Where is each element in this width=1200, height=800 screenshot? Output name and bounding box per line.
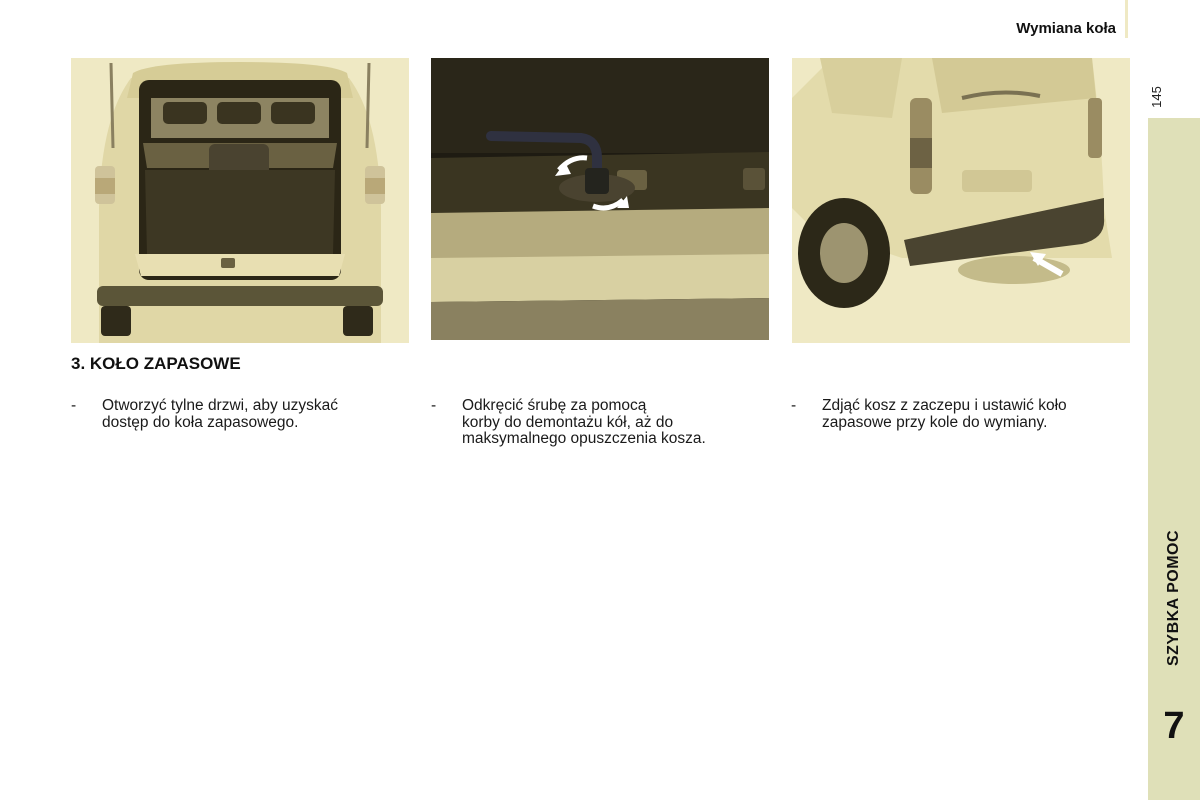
- step-text-line: korby do demontażu kół, aż do: [462, 413, 674, 431]
- step-text: [822, 398, 1131, 431]
- page-number: 145: [1149, 86, 1164, 108]
- page-header-title: Wymiana koła: [1016, 20, 1116, 37]
- step-text-line: zapasowe przy kole do wymiany.: [822, 413, 1048, 431]
- step-text-line: maksymalnego opuszczenia kosza.: [462, 430, 706, 447]
- step-text: [462, 398, 771, 448]
- chapter-tab-label: [1148, 505, 1200, 690]
- illustration-open-tailgate: [71, 58, 409, 343]
- step-text-line: Zdjąć kosz z zaczepu i ustawić koło: [822, 397, 1067, 414]
- step-text-line: dostęp do koła zapasowego.: [102, 413, 299, 431]
- illustration-spare-wheel-basket: [792, 58, 1130, 343]
- step-bullet: -: [71, 397, 77, 414]
- chapter-number: 7: [1163, 705, 1185, 747]
- section-title: 3. KOŁO ZAPASOWE: [71, 354, 241, 373]
- illustration-crank-bolt: [431, 58, 769, 340]
- step-bullet: -: [431, 397, 437, 414]
- chapter-side-tab: [1148, 118, 1200, 800]
- step-text-line: Odkręcić śrubę za pomocą: [462, 397, 647, 414]
- step-bullet: -: [791, 397, 797, 414]
- step-text-line: Otworzyć tylne drzwi, aby uzyskać: [102, 397, 339, 414]
- step-text: [102, 398, 411, 431]
- chapter-tab-label-text: SZYBKA POMOC: [1165, 529, 1182, 666]
- header-divider: [1125, 0, 1128, 38]
